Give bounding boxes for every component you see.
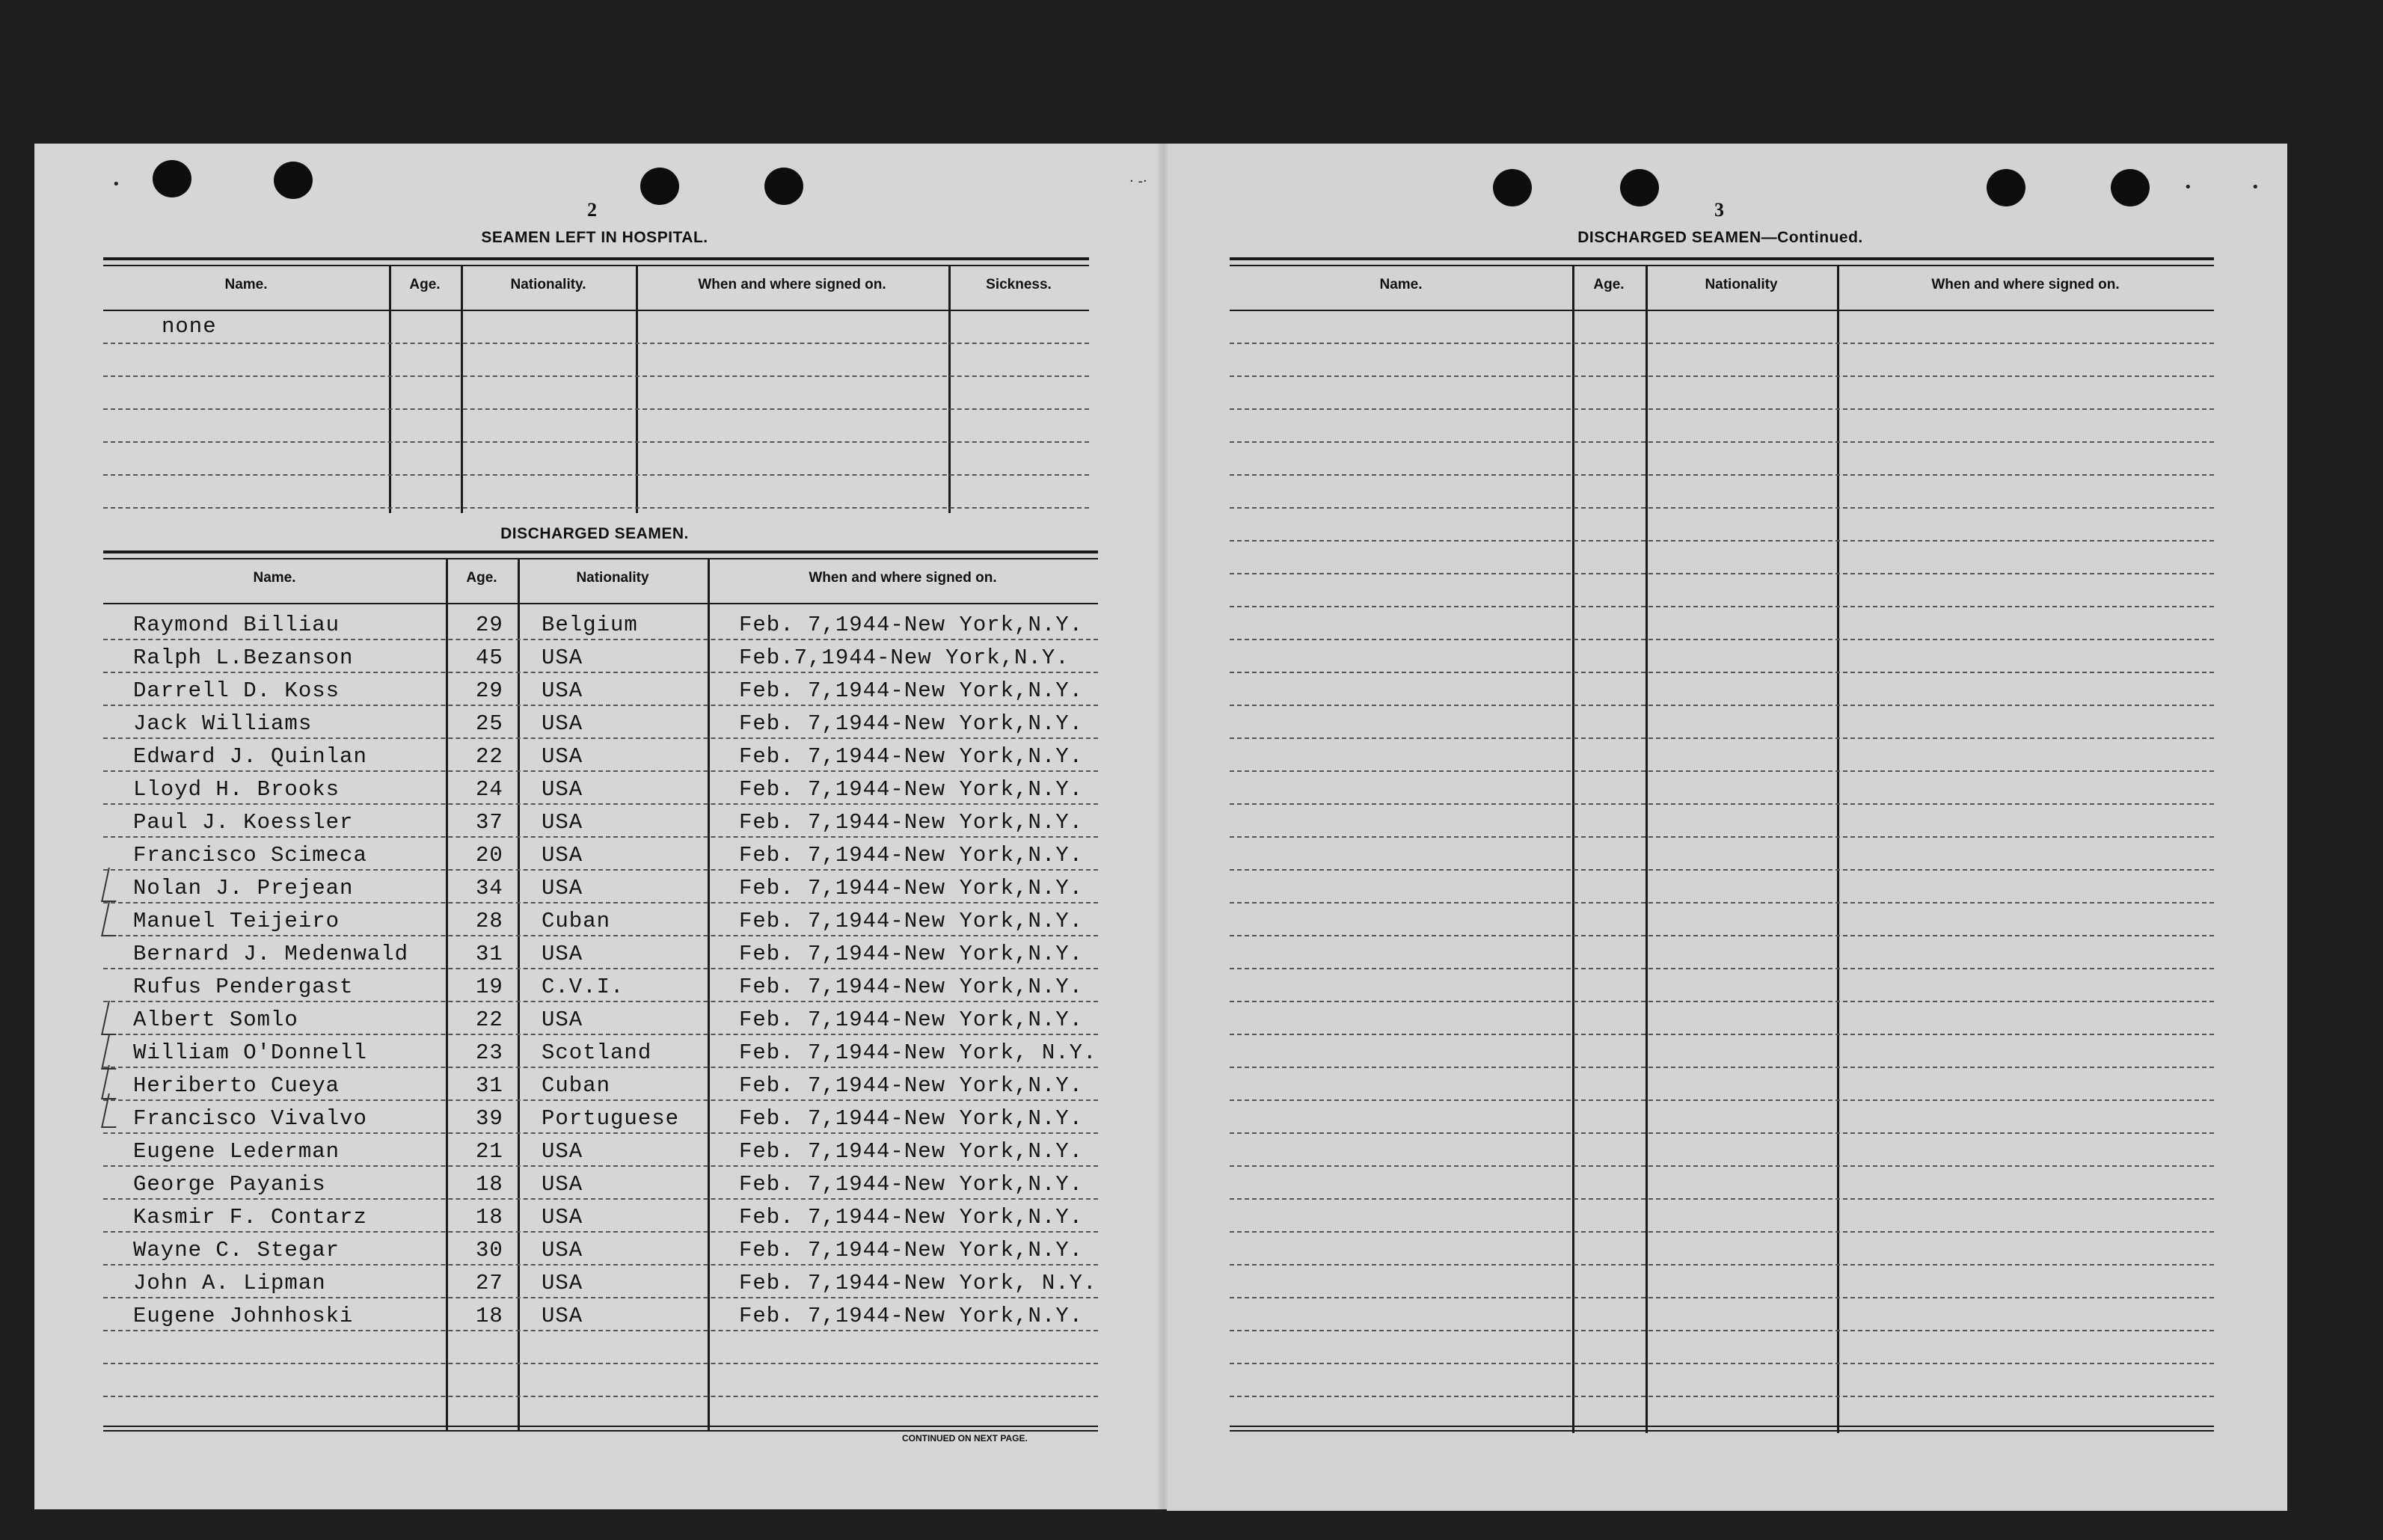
- specks: · -·: [1129, 174, 1147, 189]
- row-rule: [1230, 672, 2214, 673]
- page-number-left: 2: [587, 199, 597, 221]
- table-row: [103, 1167, 1098, 1200]
- punch-hole: [640, 168, 679, 205]
- row-rule: [1230, 639, 2214, 640]
- seaman-nationality: USA: [542, 1271, 583, 1295]
- hospital-header-nationality: Nationality.: [510, 277, 586, 292]
- seaman-age: 18: [476, 1205, 503, 1230]
- hospital-table: [103, 257, 1089, 513]
- row-rule: [1230, 1297, 2214, 1298]
- seaman-nationality: C.V.I.: [542, 975, 625, 999]
- row-rule: [1230, 343, 2214, 344]
- seaman-signed-on: Feb. 7,1944-New York,N.Y.: [739, 1007, 1084, 1032]
- seaman-signed-on: Feb. 7,1944-New York,N.Y.: [739, 810, 1084, 835]
- row-rule: [1230, 1330, 2214, 1331]
- punch-hole: [764, 168, 803, 205]
- row-rule: [1230, 869, 2214, 871]
- seaman-nationality: Scotland: [542, 1040, 652, 1065]
- seaman-age: 25: [476, 711, 503, 736]
- seaman-age: 19: [476, 975, 503, 999]
- seaman-signed-on: Feb. 7,1944-New York, N.Y.: [739, 1271, 1097, 1295]
- seaman-signed-on: Feb. 7,1944-New York,N.Y.: [739, 942, 1084, 966]
- seaman-name: John A. Lipman: [133, 1271, 326, 1295]
- seaman-age: 31: [476, 942, 503, 966]
- table-row: [103, 1233, 1098, 1266]
- table-row: [103, 936, 1098, 969]
- seaman-signed-on: Feb. 7,1944-New York,N.Y.: [739, 1139, 1084, 1164]
- seaman-nationality: USA: [542, 1205, 583, 1230]
- discharged-table: [103, 550, 1098, 1432]
- row-rule: [1230, 770, 2214, 772]
- row-rule: [1230, 1067, 2214, 1068]
- table-row: [103, 739, 1098, 772]
- seaman-signed-on: Feb. 7,1944-New York,N.Y.: [739, 843, 1084, 868]
- row-rule: [1230, 375, 2214, 377]
- seaman-name: Edward J. Quinlan: [133, 744, 367, 769]
- table-row: [103, 1002, 1098, 1035]
- row-rule: [1230, 1231, 2214, 1233]
- row-rule: [1230, 573, 2214, 574]
- seaman-name: Heriberto Cueya: [133, 1073, 340, 1098]
- discharged-header-signed-on: When and where signed on.: [809, 570, 997, 586]
- seaman-age: 30: [476, 1238, 503, 1263]
- row-rule: [1230, 1001, 2214, 1002]
- punch-hole: [1493, 169, 1532, 206]
- seaman-nationality: USA: [542, 876, 583, 901]
- seaman-nationality: USA: [542, 843, 583, 868]
- hospital-header-name: Name.: [224, 277, 268, 292]
- seaman-age: 18: [476, 1172, 503, 1197]
- continued-note: CONTINUED ON NEXT PAGE.: [902, 1433, 1028, 1444]
- continued-header-signed-on: When and where signed on.: [1931, 277, 2120, 292]
- seaman-age: 37: [476, 810, 503, 835]
- seaman-age: 23: [476, 1040, 503, 1065]
- seaman-nationality: USA: [542, 1172, 583, 1197]
- seaman-name: Rufus Pendergast: [133, 975, 354, 999]
- seaman-age: 20: [476, 843, 503, 868]
- seaman-nationality: USA: [542, 1007, 583, 1032]
- seaman-name: Jack Williams: [133, 711, 313, 736]
- seaman-signed-on: Feb. 7,1944-New York,N.Y.: [739, 1172, 1084, 1197]
- seaman-name: Kasmir F. Contarz: [133, 1205, 367, 1230]
- seaman-age: 29: [476, 678, 503, 703]
- table-row: [103, 607, 1098, 640]
- row-rule: [1230, 902, 2214, 904]
- table-row: [103, 969, 1098, 1002]
- continued-header-name: Name.: [1379, 277, 1423, 292]
- seaman-name: Eugene Lederman: [133, 1139, 340, 1164]
- row-rule: [1230, 705, 2214, 706]
- discharged-title: DISCHARGED SEAMEN.: [500, 525, 689, 542]
- seaman-age: 18: [476, 1304, 503, 1328]
- discharged-continued-title: DISCHARGED SEAMEN—Continued.: [1577, 229, 1863, 246]
- seaman-age: 27: [476, 1271, 503, 1295]
- row-rule: [1230, 1264, 2214, 1266]
- seaman-nationality: USA: [542, 744, 583, 769]
- hospital-header-signed-on: When and where signed on.: [698, 277, 886, 292]
- seaman-signed-on: Feb. 7,1944-New York,N.Y.: [739, 1106, 1084, 1131]
- row-rule: [103, 1363, 1098, 1364]
- row-rule: [1230, 1363, 2214, 1364]
- row-rule: [103, 1396, 1098, 1397]
- table-row: [103, 1101, 1098, 1134]
- row-rule: [103, 1330, 1098, 1331]
- seaman-signed-on: Feb. 7,1944-New York,N.Y.: [739, 744, 1084, 769]
- table-row: [103, 673, 1098, 706]
- seaman-name: Albert Somlo: [133, 1007, 298, 1032]
- row-rule: [1230, 1099, 2214, 1101]
- seaman-name: Ralph L.Bezanson: [133, 645, 354, 670]
- seaman-nationality: USA: [542, 1304, 583, 1328]
- seaman-nationality: USA: [542, 777, 583, 802]
- seaman-age: 29: [476, 613, 503, 637]
- seaman-signed-on: Feb. 7,1944-New York,N.Y.: [739, 711, 1084, 736]
- seaman-age: 34: [476, 876, 503, 901]
- table-row: [103, 838, 1098, 871]
- specks: •: [2251, 180, 2260, 195]
- seaman-signed-on: Feb. 7,1944-New York,N.Y.: [739, 678, 1084, 703]
- row-rule: [1230, 1198, 2214, 1200]
- table-row: [103, 904, 1098, 936]
- seaman-signed-on: Feb. 7,1944-New York,N.Y.: [739, 1238, 1084, 1263]
- seaman-nationality: USA: [542, 1139, 583, 1164]
- seaman-nationality: Cuban: [542, 1073, 611, 1098]
- continued-header-age: Age.: [1593, 277, 1625, 292]
- seaman-name: Lloyd H. Brooks: [133, 777, 340, 802]
- seaman-signed-on: Feb.7,1944-New York,N.Y.: [739, 645, 1070, 670]
- seaman-name: Raymond Billiau: [133, 613, 340, 637]
- seaman-name: Paul J. Koessler: [133, 810, 354, 835]
- row-rule: [1230, 968, 2214, 969]
- table-row: [103, 640, 1098, 673]
- discharged-header-nationality: Nationality: [576, 570, 649, 586]
- row-rule: [1230, 737, 2214, 739]
- seaman-name: George Payanis: [133, 1172, 326, 1197]
- row-rule: [1230, 935, 2214, 936]
- seaman-signed-on: Feb. 7,1944-New York,N.Y.: [739, 876, 1084, 901]
- hospital-title: SEAMEN LEFT IN HOSPITAL.: [481, 229, 708, 246]
- table-row: [103, 805, 1098, 838]
- seaman-name: Francisco Vivalvo: [133, 1106, 367, 1131]
- hospital-header-age: Age.: [409, 277, 441, 292]
- table-row: [103, 1200, 1098, 1233]
- row-rule: [1230, 474, 2214, 476]
- row-rule: [1230, 507, 2214, 509]
- seaman-age: 22: [476, 1007, 503, 1032]
- row-rule: [1230, 803, 2214, 805]
- table-row: [103, 1035, 1098, 1068]
- seaman-name: Nolan J. Prejean: [133, 876, 354, 901]
- seaman-nationality: Belgium: [542, 613, 638, 637]
- seaman-name: Eugene Johnhoski: [133, 1304, 354, 1328]
- page-number-right: 3: [1714, 199, 1724, 221]
- row-rule: [1230, 1034, 2214, 1035]
- punch-hole: [1620, 169, 1659, 206]
- specks: •: [2184, 180, 2192, 195]
- table-row: [103, 1266, 1098, 1298]
- seaman-signed-on: Feb. 7,1944-New York,N.Y.: [739, 613, 1084, 637]
- table-row: [103, 1298, 1098, 1331]
- seaman-nationality: USA: [542, 711, 583, 736]
- seaman-nationality: USA: [542, 678, 583, 703]
- row-rule: [1230, 606, 2214, 607]
- hospital-entry: none: [162, 314, 217, 339]
- seaman-nationality: USA: [542, 810, 583, 835]
- punch-hole: [153, 160, 191, 197]
- hospital-header-sickness: Sickness.: [986, 277, 1052, 292]
- row-rule: [1230, 1132, 2214, 1134]
- seaman-nationality: USA: [542, 1238, 583, 1263]
- table-row: [103, 1068, 1098, 1101]
- seaman-age: 39: [476, 1106, 503, 1131]
- page-gutter: [1158, 144, 1168, 1509]
- row-rule: [1230, 1165, 2214, 1167]
- seaman-signed-on: Feb. 7,1944-New York,N.Y.: [739, 1073, 1084, 1098]
- seaman-age: 24: [476, 777, 503, 802]
- punch-hole: [1987, 169, 2025, 206]
- continued-header-nationality: Nationality: [1705, 277, 1778, 292]
- seaman-age: 28: [476, 909, 503, 933]
- seaman-signed-on: Feb. 7,1944-New York,N.Y.: [739, 975, 1084, 999]
- punch-hole: [274, 162, 313, 199]
- seaman-signed-on: Feb. 7,1944-New York,N.Y.: [739, 909, 1084, 933]
- row-rule: [1230, 1396, 2214, 1397]
- seaman-nationality: Portuguese: [542, 1106, 680, 1131]
- seaman-age: 22: [476, 744, 503, 769]
- seaman-nationality: Cuban: [542, 909, 611, 933]
- seaman-name: Francisco Scimeca: [133, 843, 367, 868]
- discharged-continued-table: [1230, 257, 2214, 1432]
- discharged-header-name: Name.: [253, 570, 296, 586]
- seaman-nationality: USA: [542, 942, 583, 966]
- row-rule: [1230, 836, 2214, 838]
- specks: •: [112, 177, 120, 192]
- seaman-signed-on: Feb. 7,1944-New York,N.Y.: [739, 1205, 1084, 1230]
- seaman-signed-on: Feb. 7,1944-New York,N.Y.: [739, 777, 1084, 802]
- seaman-signed-on: Feb. 7,1944-New York, N.Y.: [739, 1040, 1097, 1065]
- seaman-name: Darrell D. Koss: [133, 678, 340, 703]
- seaman-name: William O'Donnell: [133, 1040, 367, 1065]
- seaman-name: Bernard J. Medenwald: [133, 942, 409, 966]
- table-row: [103, 772, 1098, 805]
- discharged-header-age: Age.: [466, 570, 497, 586]
- row-rule: [1230, 441, 2214, 443]
- table-row: [103, 706, 1098, 739]
- punch-hole: [2111, 169, 2150, 206]
- seaman-nationality: USA: [542, 645, 583, 670]
- row-rule: [1230, 408, 2214, 410]
- seaman-age: 45: [476, 645, 503, 670]
- seaman-name: Manuel Teijeiro: [133, 909, 340, 933]
- table-row: [103, 1134, 1098, 1167]
- row-rule: [1230, 540, 2214, 542]
- seaman-age: 21: [476, 1139, 503, 1164]
- seaman-age: 31: [476, 1073, 503, 1098]
- seaman-name: Wayne C. Stegar: [133, 1238, 340, 1263]
- seaman-signed-on: Feb. 7,1944-New York,N.Y.: [739, 1304, 1084, 1328]
- table-row: [103, 871, 1098, 904]
